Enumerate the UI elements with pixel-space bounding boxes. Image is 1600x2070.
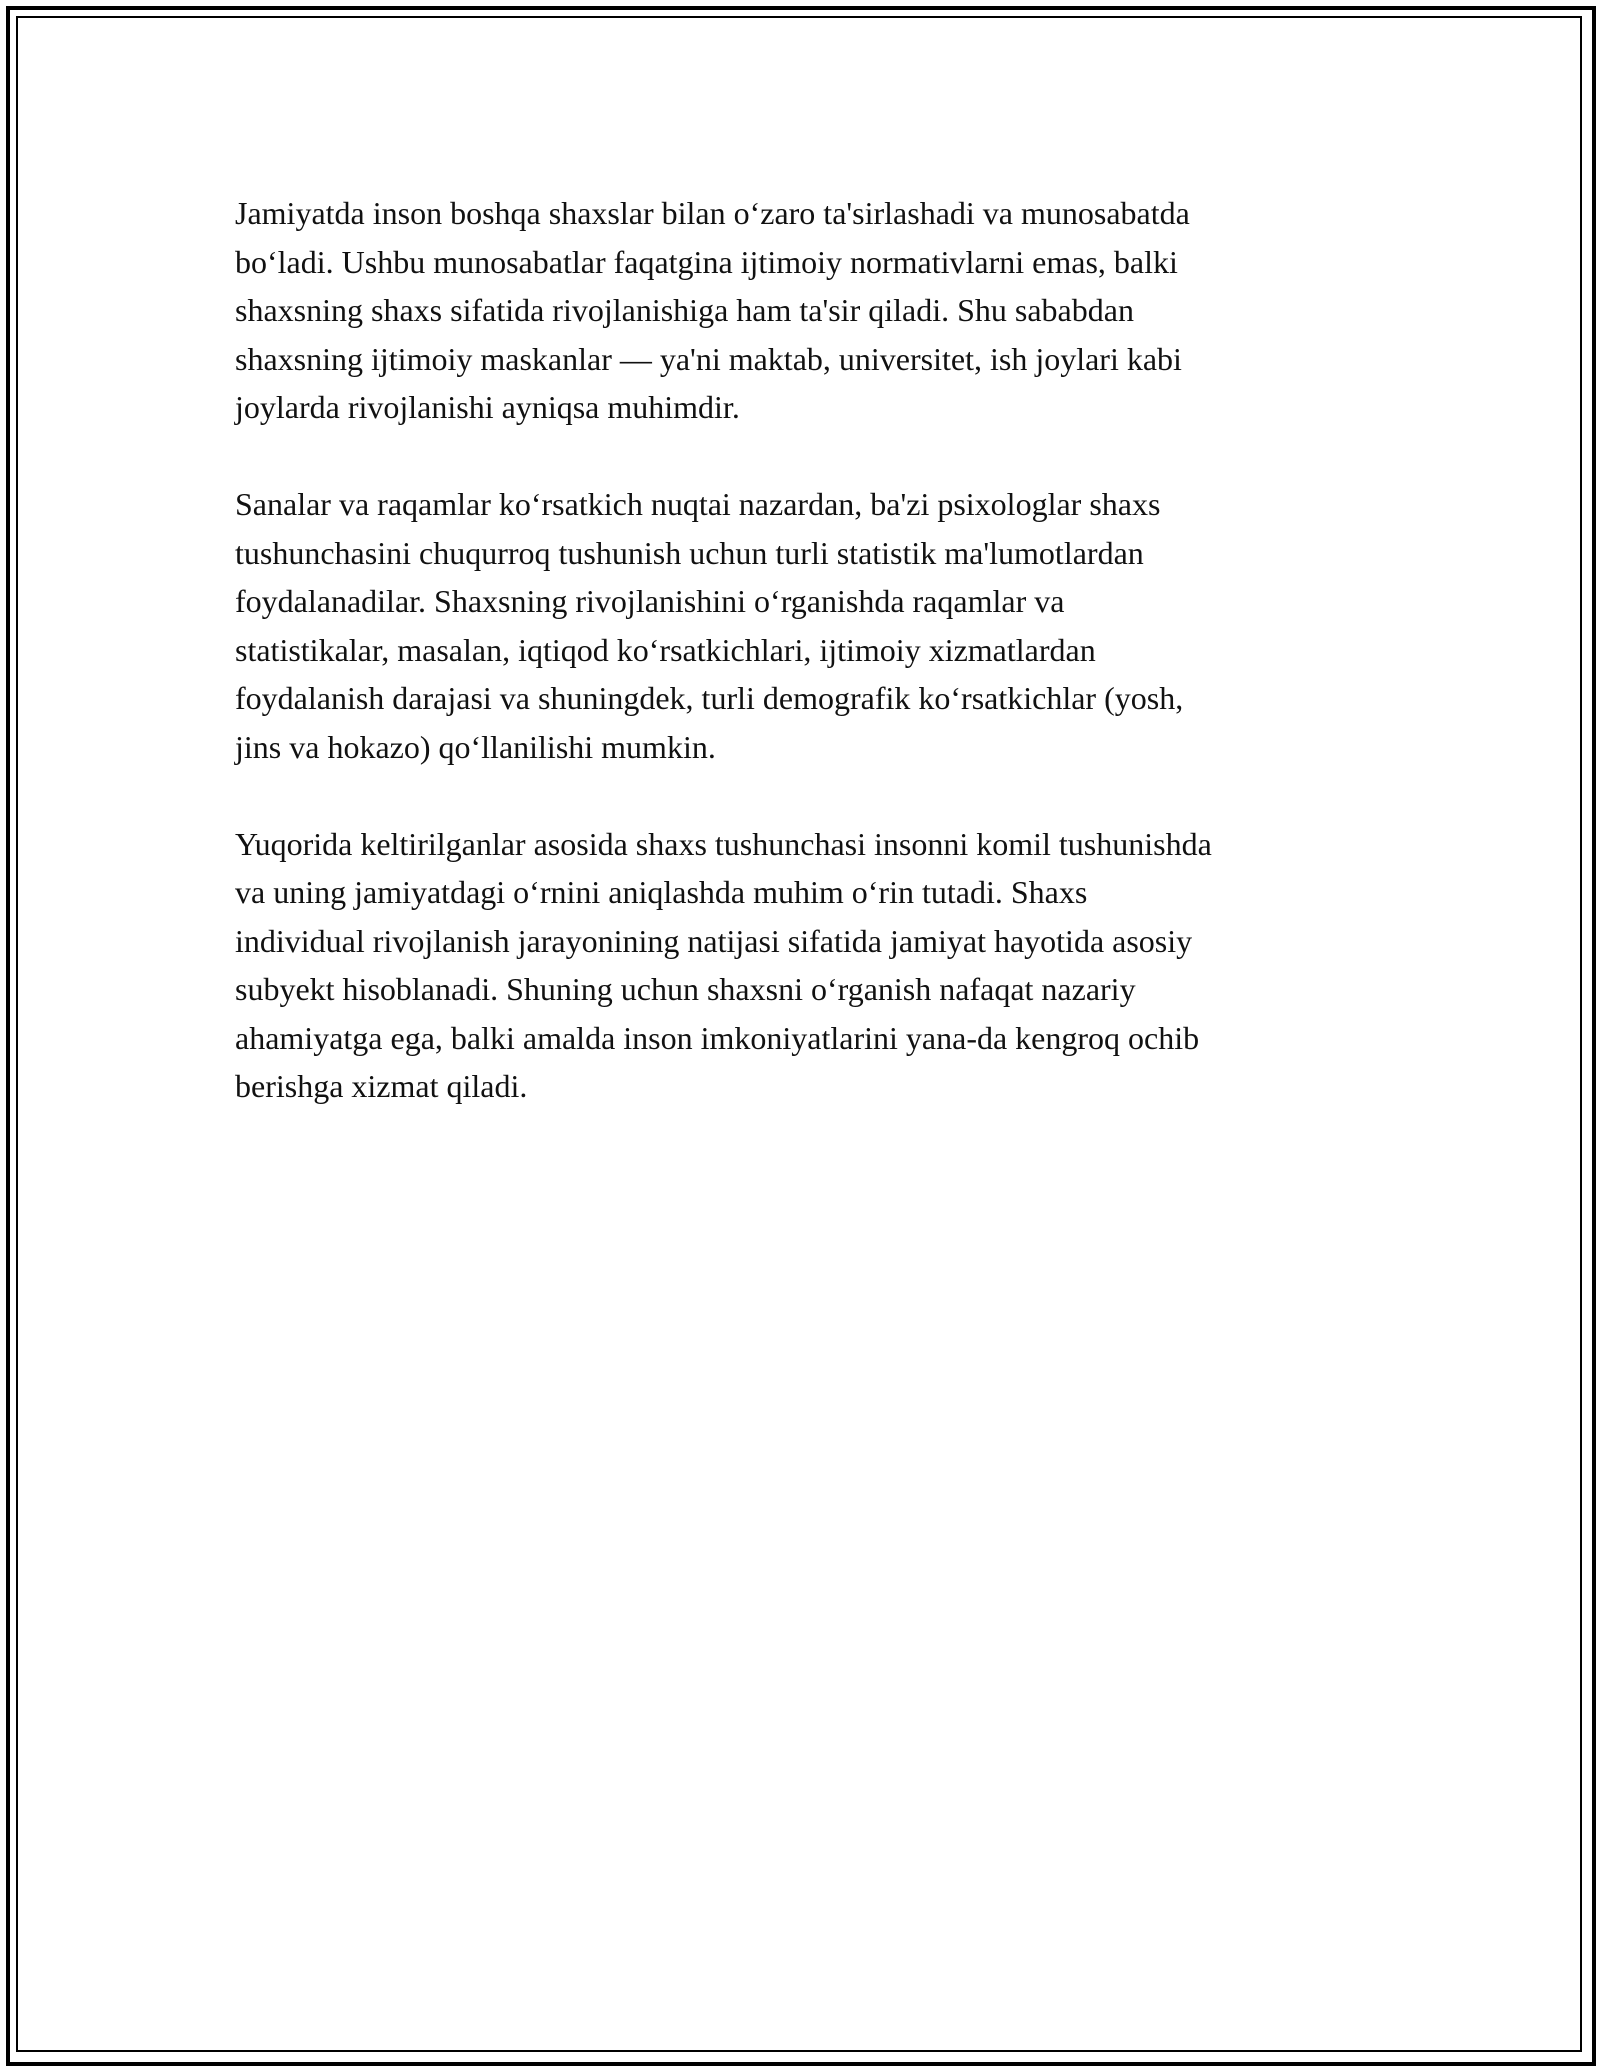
paragraph-1: Jamiyatda inson boshqa shaxslar bilan o‘zaro ta'sirlashadi va munosabatda bo‘ladi. Ushbu munosabatlar faqatgina ijtimoiy normativlarni emas, balki shaxsning shaxs sifatida rivojlanishiga ham ta'sir qiladi. Shu sababdan shaxsning ijtimoiy maskanlar — ya'ni maktab, universitet, ish joylari kabi joylarda rivojlanishi ayniqsa muhimdir. [235,195,1190,425]
paragraph-3: Yuqorida keltirilganlar asosida shaxs tushunchasi insonni komil tushunishda va uning jamiyatdagi o‘rnini aniqlashda muhim o‘rin tutadi. Shaxs individual rivojlanish jarayonining natijasi sifatida jamiyat hayotida asosiy subyekt hisoblanadi. Shuning uchun shaxsni o‘rganish nafaqat nazariy ahamiyatga ega, balki amalda inson imkoniyatlarini yana-da kengroq ochib berishga xizmat qiladi. [235,825,1212,1104]
paragraph-2: Sanalar va raqamlar ko‘rsatkich nuqtai nazardan, ba'zi psixologlar shaxs tushunchasini chuqurroq tushunish uchun turli statistik ma'lumotlardan foydalanadilar. Shaxsning rivojlanishini o‘rganishda raqamlar va statistikalar, masalan, iqtiqod ko‘rsatkichlari, ijtimoiy xizmatlardan foydalanish darajasi va shuningdek, turli demografik ko‘rsatkichlar (yosh, jins va hokazo) qo‘llanilishi mumkin. [235,486,1184,765]
document-body [235,189,1375,1159]
